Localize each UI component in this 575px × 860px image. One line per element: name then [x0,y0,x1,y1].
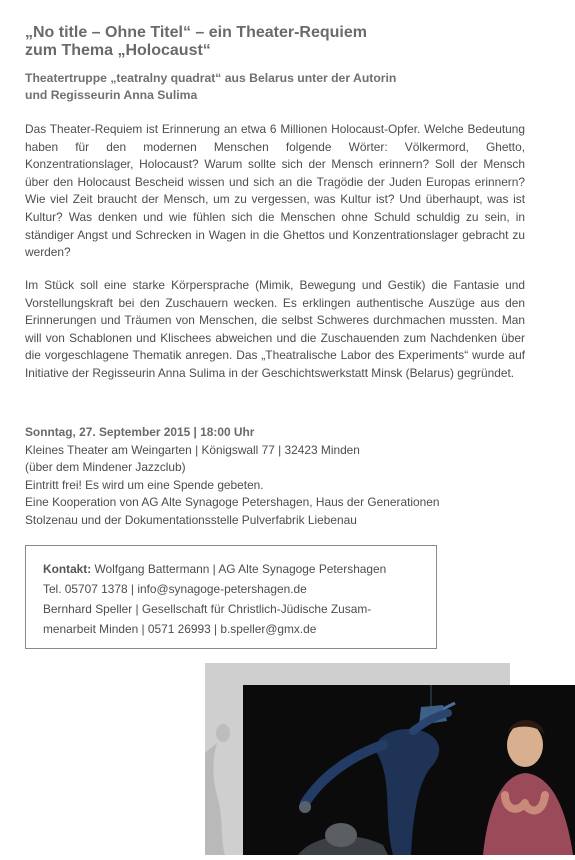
subtitle-line-1: Theatertruppe „teatralny quadrat“ aus Belarus unter der Autorin [25,71,397,85]
stage-photo-image [243,685,575,855]
contact-line-4: menarbeit Minden | 0571 26993 | b.speller@gmx.de [43,622,317,636]
event-cooperation-1: Eine Kooperation von AG Alte Synagoge Petershagen, Haus der Generationen [25,495,440,510]
event-admission: Eintritt frei! Es wird um eine Spende gebeten. [25,477,264,492]
contact-line-2: Tel. 05707 1378 | info@synagoge-petershagen.de [43,582,307,596]
article-subtitle [25,70,545,103]
article-title [25,24,545,60]
title-line-2: zum Thema „Holocaust“ [25,42,211,59]
contact-label: Kontakt: [43,562,92,576]
event-date: Sonntag, 27. September 2015 | 18:00 Uhr [25,425,255,439]
contact-line-3: Bernhard Speller | Gesellschaft für Christlich-Jüdische Zusam- [43,602,372,616]
event-cooperation-2: Stolzenau und der Dokumentationsstelle Pulverfabrik Liebenau [25,512,357,527]
subtitle-line-2: und Regisseurin Anna Sulima [25,87,198,102]
contact-line-1 [43,559,436,579]
contact-box [25,545,437,649]
event-venue: Kleines Theater am Weingarten | Königswall 77 | 32423 Minden [25,442,360,457]
body-paragraph-2: Im Stück soll eine starke Körpersprache (Mimik, Bewegung und Gestik) die Fantasie und Vorstellungskraft bei den Zuschauern wecken. Es erklingen authentische Auszüge aus den Erinnerungen und Träumen von Menschen, die selbst Schweres durchmachen mussten. Man will von Schablonen und Klischees abweichen und die Zuschauenden zum Nachdenken über die vorgeschlagene Thematik anregen. Das „Theatralische Labor des Experiments“ wurde auf Initiative der Regisseurin Anna Sulima in der Geschichtswerkstatt Minsk (Belarus) gegründet. [25,278,525,380]
title-line-1: „No title – Ohne Titel“ – ein Theater-Requiem [25,24,367,41]
contact-person-1: Wolfgang Battermann | AG Alte Synagoge Petershagen [91,562,387,576]
event-details [25,424,545,530]
event-venue-note: (über dem Mindener Jazzclub) [25,460,186,475]
photo-area [205,663,575,855]
background-figure-silhouette [205,663,245,855]
stage-photo [243,685,575,855]
body-paragraph-1: Das Theater-Requiem ist Erinnerung an etwa 6 Millionen Holocaust-Opfer. Welche Bedeutung haben für den modernen Menschen folgende Wörter: Völkermord, Ghetto, Konzentrationslager, Holocaust? Warum sollte sich der Mensch erinnern? Soll der Mensch über den Holocaust Bescheid wissen und sich an die Tragödie der Juden Europas erinnern? Wie viel Zeit braucht der Mensch, um zu vergessen, was Kultur ist? Und überhaupt, was ist Kultur? Was denken und wie fühlen sich die Menschen ohne Schuld schuldig zu sein, in ständiger Angst und Schrecken in Wagen in die Ghettos und Konzentrationslager gebracht zu werden? [25,122,525,260]
actress-face [507,723,543,767]
